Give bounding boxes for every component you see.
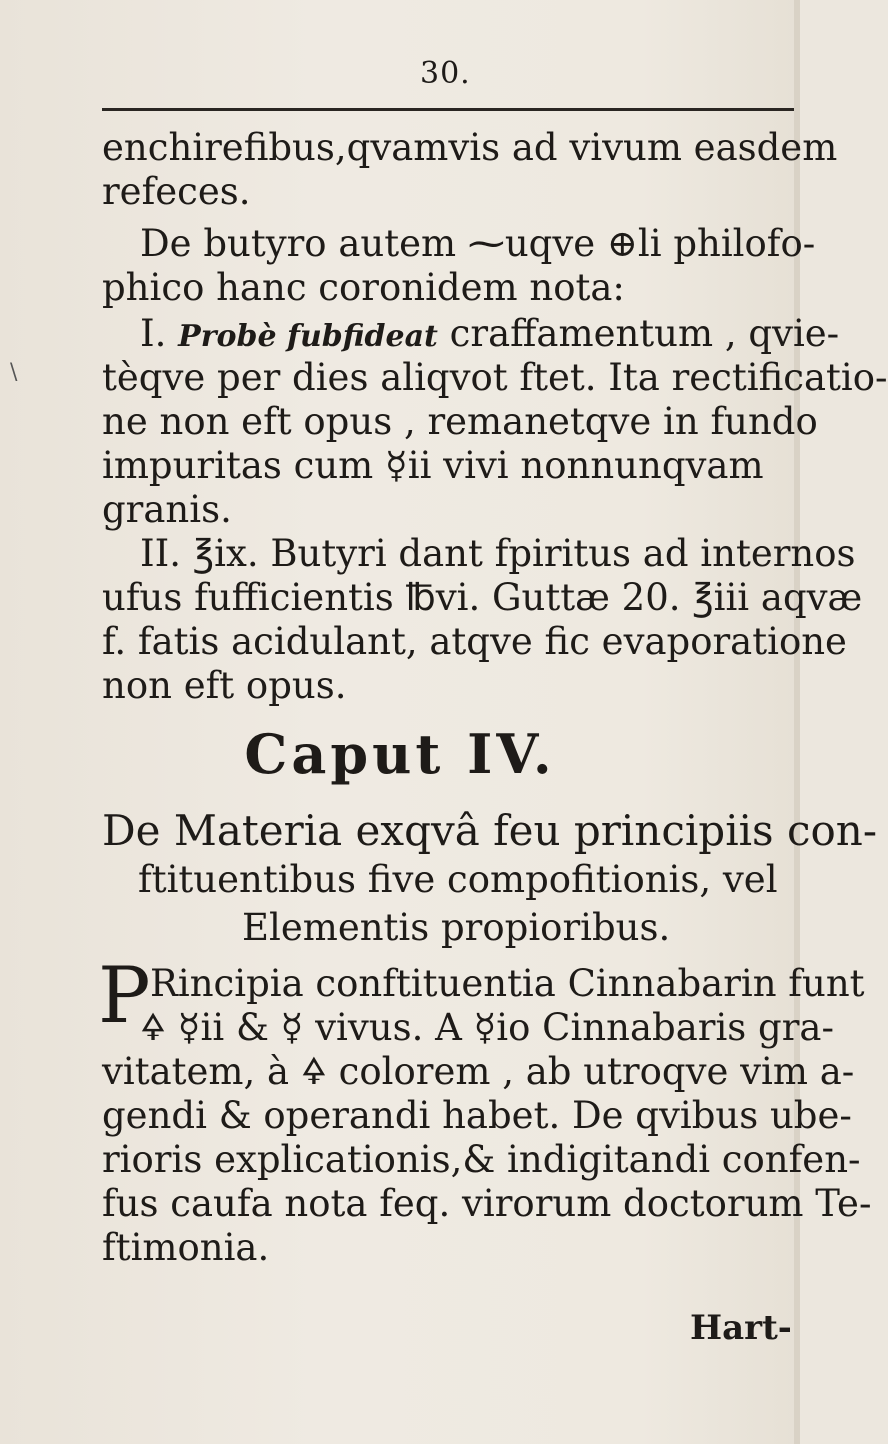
- page-number: 30.: [420, 56, 471, 91]
- italic-phrase: Probè fubfideat: [178, 319, 438, 354]
- text-line: vitatem, à 🜍 colorem , ab utroqve vim a-: [102, 1050, 855, 1093]
- text-line: rioris explicationis,& indigitandi confen-: [102, 1138, 861, 1181]
- chapter-heading-line: ftituentibus five compofitionis, vel: [138, 858, 778, 901]
- text-line: Rincipia conftituentia Cinnabarin funt: [150, 962, 865, 1005]
- text-line: [140, 312, 840, 359]
- text-line: granis.: [102, 488, 232, 531]
- text-line: phico hanc coronidem nota:: [102, 266, 625, 309]
- text-line: 🜍 ☿ii & ☿ vivus. A ☿io Cinnabaris gra-: [140, 1006, 834, 1049]
- chapter-heading-line: De Materia exqvâ feu principiis con-: [102, 806, 878, 855]
- text-line: ufus fufficientis ℔vi. Guttæ 20. ℥iii aqvæ: [102, 576, 863, 619]
- text-line: tèqve per dies aliqvot ftet. Ita rectificatio-: [102, 356, 888, 399]
- text-line: II. ℥ix. Butyri dant fpiritus ad internos: [140, 532, 856, 575]
- text-span: craffamentum , qvie-: [449, 312, 840, 355]
- numeral: I.: [140, 312, 167, 355]
- header-rule: [102, 108, 794, 111]
- chapter-title: Caput IV.: [244, 722, 556, 786]
- text-line: De butyro autem ⁓uqve ⊕li philofo-: [140, 222, 816, 265]
- text-line: ne non eft opus , remanetqve in fundo: [102, 400, 818, 443]
- text-line: ftimonia.: [102, 1226, 270, 1269]
- text-line: non eft opus.: [102, 664, 347, 707]
- text-line: impuritas cum ☿ii vivi nonnunqvam: [102, 444, 764, 487]
- margin-mark: \: [10, 360, 18, 385]
- text-line: f. fatis acidulant, atqve fic evaporatione: [102, 620, 847, 663]
- text-line: fus caufa nota feq. virorum doctorum Te-: [102, 1182, 872, 1225]
- text-line: refeces.: [102, 170, 251, 213]
- catchword: Hart-: [690, 1308, 792, 1348]
- drop-cap: P: [98, 951, 151, 1041]
- chapter-heading-line: Elementis propioribus.: [242, 906, 671, 949]
- text-line: enchirefibus,qvamvis ad vivum easdem: [102, 126, 838, 169]
- text-line: gendi & operandi habet. De qvibus ube-: [102, 1094, 852, 1137]
